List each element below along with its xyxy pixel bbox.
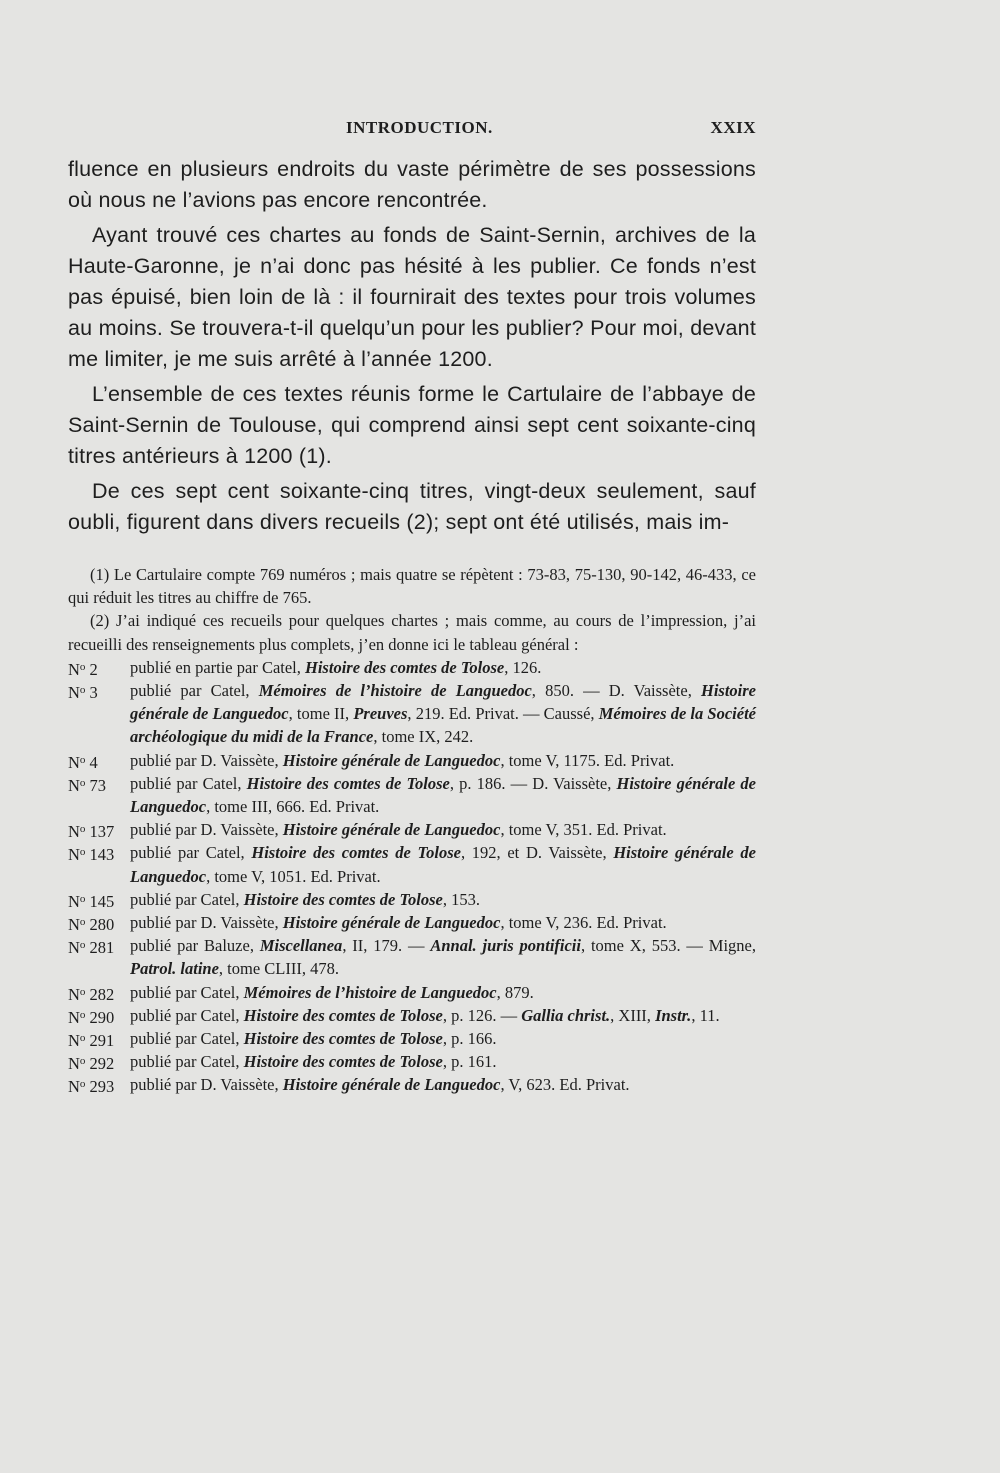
entry-text: publié par Catel, Histoire des comtes de Tolose, p. 166.	[130, 1029, 497, 1049]
entry-number: $N^o$ 292	[68, 1054, 115, 1074]
entry-number: $N^o$ 143	[68, 845, 115, 865]
entry-text: publié par Catel, Histoire des comtes de Tolose, p. 161.	[130, 1052, 497, 1072]
footnote-entry	[68, 1050, 756, 1073]
entry-number: $N^o$ 2	[68, 659, 98, 679]
entry-text: publié par Catel, Histoire des comtes de Tolose, p. 126. — Gallia christ., XIII, Instr., 11.	[130, 1005, 720, 1025]
entry-text: publié par D. Vaissète, Histoire générale de Languedoc, tome V, 351. Ed. Privat.	[130, 820, 667, 840]
entry-number: $N^o$ 282	[68, 984, 115, 1004]
entry-text: publié en partie par Catel, Histoire des comtes de Tolose, 126.	[130, 657, 542, 677]
entry-number: $N^o$ 280	[68, 915, 115, 935]
entry-text: publié par Catel, Mémoires de l’histoire de Languedoc, 879.	[130, 982, 534, 1002]
entry-number: $N^o$ 137	[68, 822, 115, 842]
footnote-entry	[68, 981, 756, 1004]
entry-number: $N^o$ 4	[68, 752, 98, 772]
entry-text: publié par Baluze, Miscellanea, II, 179. — Annal. juris pontificii, tome X, 553. — Migne, Patrol. latine, tome CLIII, 478.	[130, 936, 756, 979]
footnote-entry	[68, 1027, 756, 1050]
entry-text: publié par D. Vaissète, Histoire générale de Languedoc, tome V, 236. Ed. Privat.	[130, 913, 667, 933]
footnote-entry	[68, 911, 756, 934]
footnote-entry	[68, 1004, 756, 1027]
footnote-entry	[68, 1073, 756, 1096]
entry-text: publié par Catel, Histoire des comtes de Tolose, 192, et D. Vaissète, Histoire générale de Languedoc, tome V, 1051. Ed. Privat.	[130, 843, 756, 886]
entry-number: $N^o$ 291	[68, 1031, 115, 1051]
footnote-entry	[68, 841, 756, 887]
footnotes	[68, 563, 756, 1097]
page-number: XXIX	[710, 118, 756, 137]
entry-text: publié par D. Vaissète, Histoire générale de Languedoc, tome V, 1175. Ed. Privat.	[130, 750, 675, 770]
paragraph: Ayant trouvé ces chartes au fonds de Saint-Sernin, archives de la Haute-Garonne, je n’ai donc pas hésité à les publier. Ce fonds n’est pas épuisé, bien loin de là : il fournirait des textes pour trois volumes au moins. Se trouvera-t-il quelqu’un pour les publier? Pour moi, devant me limiter, je me suis arrêté à l’année 1200.	[68, 223, 756, 371]
footnote-entry	[68, 934, 756, 980]
entry-number: $N^o$ 290	[68, 1007, 115, 1027]
entry-text: publié par Catel, Mémoires de l’histoire de Languedoc, 850. — D. Vaissète, Histoire générale de Languedoc, tome II, Preuves, 219. Ed. Privat. — Caussé, Mémoires de la Société archéologique du midi de la France, tome IX, 242.	[130, 681, 756, 747]
entry-text: publié par Catel, Histoire des comtes de Tolose, p. 186. — D. Vaissète, Histoire générale de Languedoc, tome III, 666. Ed. Privat.	[130, 773, 756, 817]
footnote-1: (1) Le Cartulaire compte 769 numéros ; mais quatre se répètent : 73-83, 75-130, 90-142, 46-433, ce qui réduit les titres au chiffre de 765.	[68, 565, 756, 608]
footnote-entry	[68, 656, 756, 679]
paragraph: L’ensemble de ces textes réunis forme le Cartulaire de l’abbaye de Saint-Sernin de Toulouse, qui comprend ainsi sept cent soixante-cinq titres antérieurs à 1200 (1).	[68, 382, 756, 468]
footnote-entry	[68, 772, 756, 818]
footnote-2: (2) J’ai indiqué ces recueils pour quelques chartes ; mais comme, au cours de l’impression, j’ai recueilli des renseignements plus complets, j’en donne ici le tableau général :	[68, 611, 756, 654]
footnote-entry	[68, 749, 756, 772]
entry-number: $N^o$ 281	[68, 938, 115, 958]
paragraph: fluence en plusieurs endroits du vaste périmètre de ses possessions où nous ne l’avions pas encore rencontrée.	[68, 157, 756, 212]
entry-number: $N^o$ 73	[68, 775, 107, 795]
footnote-entry	[68, 679, 756, 749]
footnote-entry	[68, 818, 756, 841]
footnote-entries	[68, 656, 756, 1097]
running-title: INTRODUCTION.	[346, 118, 493, 137]
footnote-entry	[68, 888, 756, 911]
paragraph: De ces sept cent soixante-cinq titres, vingt-deux seulement, sauf oubli, figurent dans divers recueils (2); sept ont été utilisés, mais im-	[68, 479, 756, 534]
entry-number: $N^o$ 3	[68, 683, 98, 703]
entry-text: publié par D. Vaissète, Histoire générale de Languedoc, V, 623. Ed. Privat.	[130, 1075, 630, 1095]
entry-number: $N^o$ 145	[68, 891, 115, 911]
entry-number: $N^o$ 293	[68, 1077, 115, 1097]
entry-text: publié par Catel, Histoire des comtes de Tolose, 153.	[130, 889, 480, 909]
body-text	[68, 154, 756, 542]
